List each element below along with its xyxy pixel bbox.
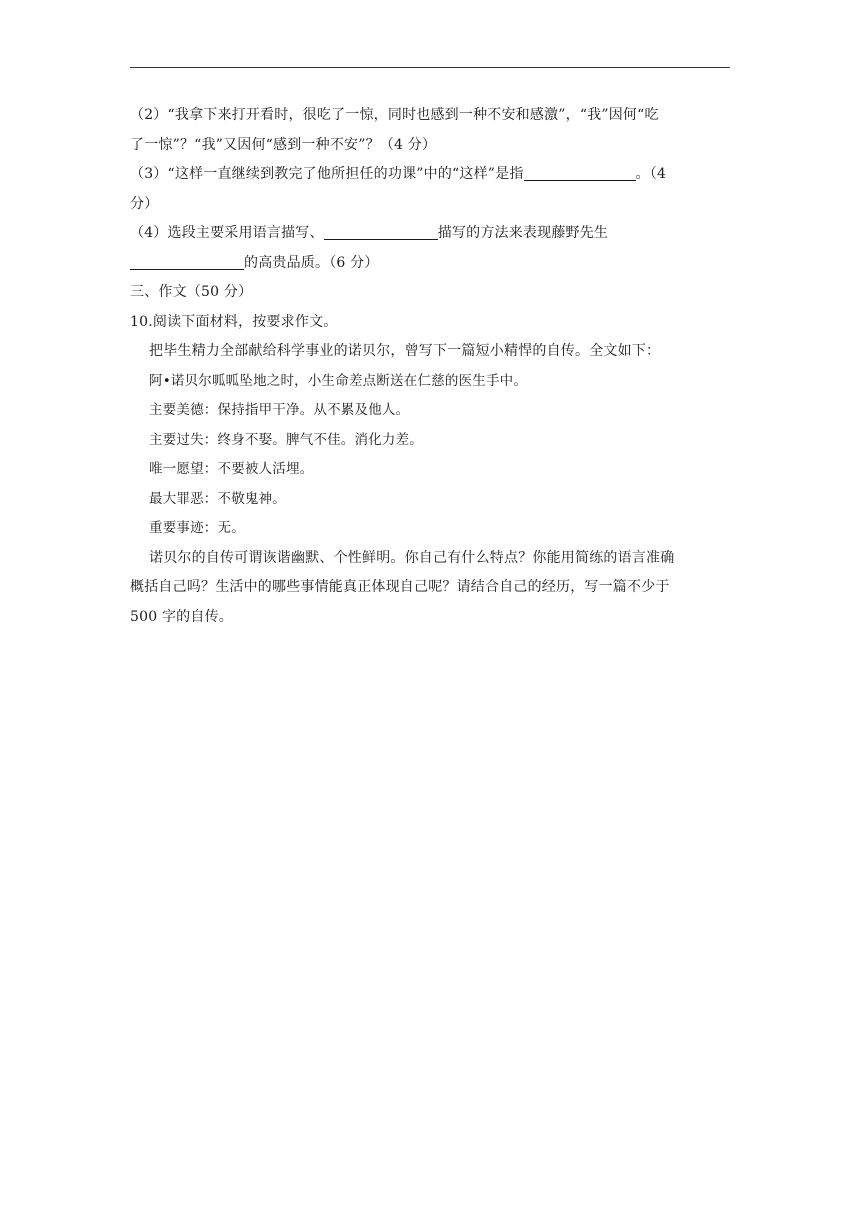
autobiography-line: 重要事迹：无。 <box>149 520 245 536</box>
autobiography-line: 阿•诺贝尔呱呱坠地之时，小生命差点断送在仁慈的医生手中。 <box>149 372 528 389</box>
document-body <box>130 101 730 632</box>
question-4-score: 的高贵品质。（6 分） <box>244 254 379 271</box>
material-intro: 把毕生精力全部献给科学事业的诺贝尔，曾写下一篇短小精悍的自传。全文如下： <box>149 343 661 359</box>
question-2-line-1: （2）“我拿下来打开看时，很吃了一惊，同时也感到一种不安和感激”，“我”因何“吃 <box>130 107 659 123</box>
question-4-text: （4）选段主要采用语言描写、 <box>130 225 324 241</box>
writing-task-line-1: 诺贝尔的自传可谓诙谐幽默、个性鲜明。你自己有什么特点？你能用简练的语言准确 <box>149 549 675 566</box>
answer-blank-4b[interactable] <box>130 254 244 270</box>
autobiography-line: 主要过失：终身不娶。脾气不佳。消化力差。 <box>149 431 423 448</box>
question-4-text-cont: 描写的方法来表现藤野先生 <box>437 225 609 241</box>
section-heading: 三、作文（50 分） <box>130 284 253 300</box>
header-rule <box>130 67 730 68</box>
autobiography-line: 主要美德：保持指甲干净。从不累及他人。 <box>149 402 410 418</box>
question-3-score: 。（4 <box>635 166 667 182</box>
autobiography-line: 最大罪恶：不敬鬼神。 <box>149 490 286 507</box>
answer-blank-4a[interactable] <box>324 224 438 240</box>
autobiography-line: 唯一愿望：不要被人活埋。 <box>149 461 314 477</box>
question-3-line-1 <box>130 160 730 190</box>
question-4-line-1 <box>130 219 730 249</box>
question-4-line-2 <box>130 249 730 279</box>
writing-task-line-2: 概括自己吗？生活中的哪些事情能真正体现自己呢？请结合自己的经历，写一篇不少于 <box>130 579 670 595</box>
question-10-prompt: 10.阅读下面材料，按要求作文。 <box>130 313 338 330</box>
question-2-line-2: 了一惊”？“我”又因何“感到一种不安”？（4 分） <box>130 136 437 153</box>
writing-task-line-3: 500 字的自传。 <box>130 608 233 625</box>
question-3-line-2: 分） <box>130 195 159 212</box>
answer-blank-3[interactable] <box>524 165 636 181</box>
question-3-text: （3）“这样一直继续到教完了他所担任的功课”中的“这样”是指 <box>130 166 524 182</box>
